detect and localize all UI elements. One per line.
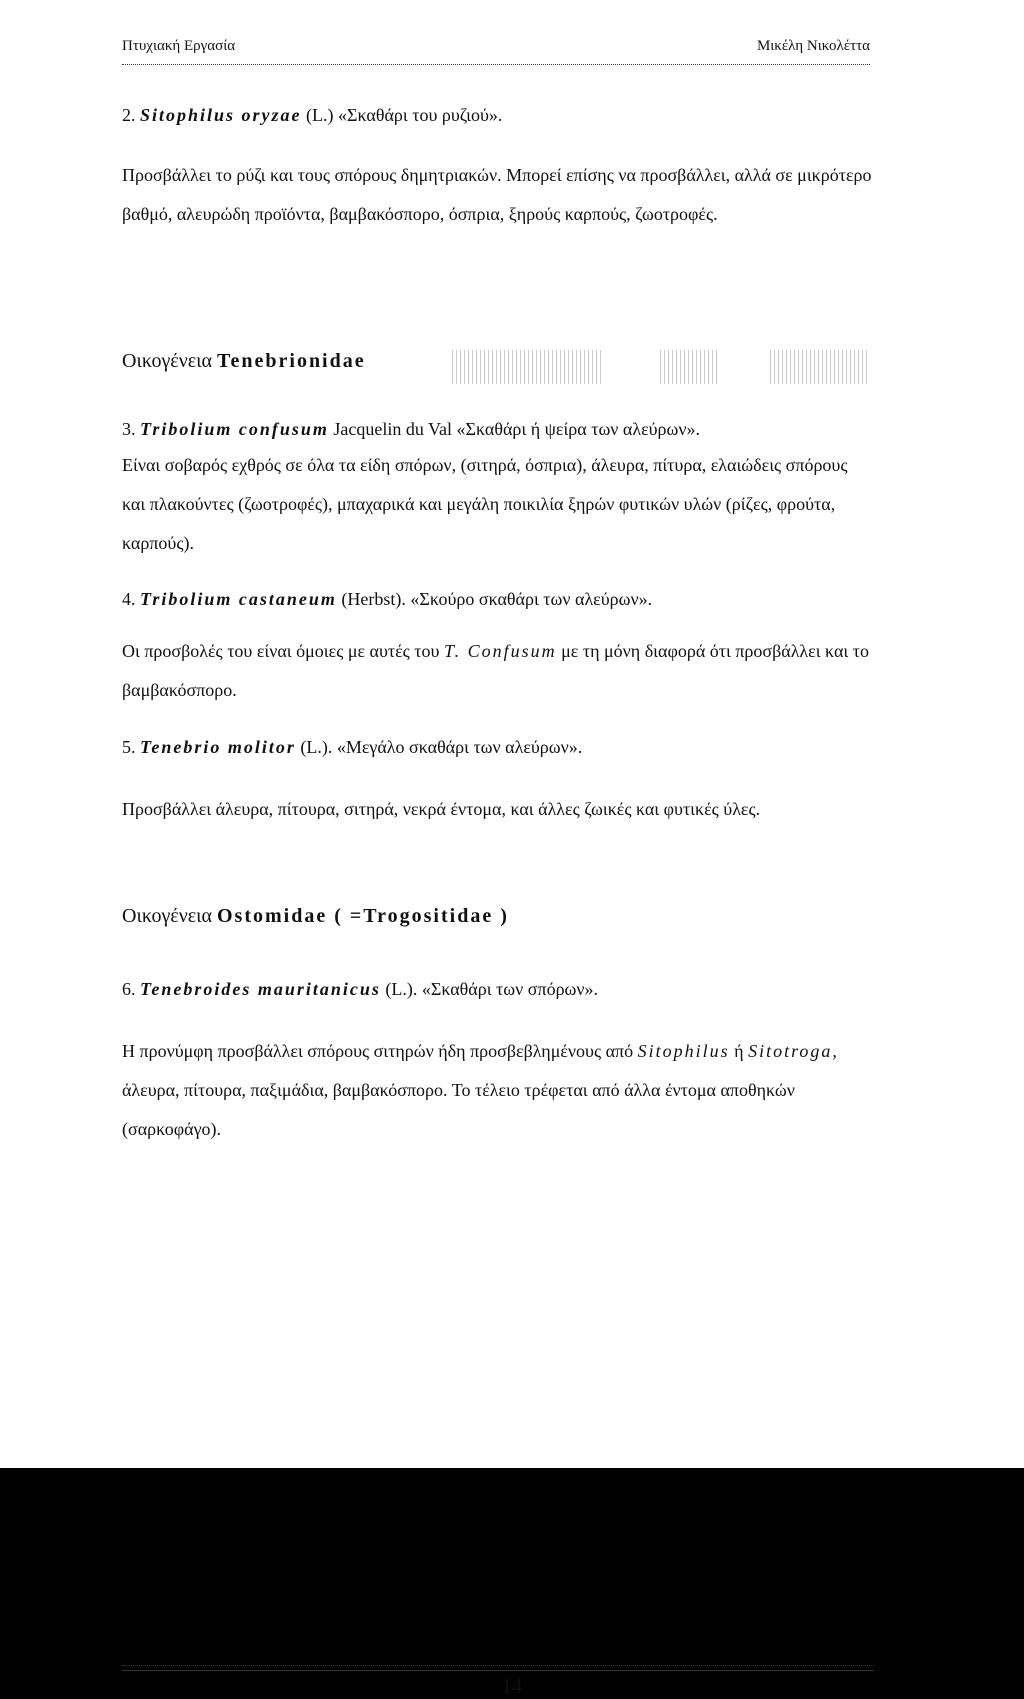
species-reference: T. Confusum [443, 641, 557, 661]
footer-rule [122, 1665, 874, 1666]
family-name: Ostomidae ( =Trogositidae ) [217, 905, 509, 927]
paragraph-text: Οι προσβολές του είναι όμοιες με αυτές του [122, 641, 440, 661]
species-6-heading [122, 970, 874, 1009]
species-authority: (L.) «Σκαθάρι του ρυζιού». [306, 105, 503, 125]
family-heading-2 [122, 905, 509, 928]
page-number: 14 [501, 1674, 523, 1698]
scan-artifact [660, 350, 720, 384]
paragraph-text: Η προνύμφη προσβάλλει σπόρους σιτηρών ήδη προσβεβλημένους από [122, 1041, 634, 1061]
running-header [122, 34, 870, 65]
species-authority: (Herbst). «Σκούρο σκαθάρι των αλεύρων». [341, 589, 653, 609]
species-2-heading [122, 96, 874, 135]
species-5-paragraph: Προσβάλλει άλευρα, πίτουρα, σιτηρά, νεκρά έντομα, και άλλες ζωικές και φυτικές ύλες. [122, 799, 761, 819]
footer-rule [122, 1670, 874, 1671]
species-authority: (L.). «Μεγάλο σκαθάρι των αλεύρων». [300, 737, 583, 757]
species-2-paragraph: Προσβάλλει το ρύζι και τους σπόρους δημητριακών. Μπορεί επίσης να προσβάλλει, αλλά σε μικρότερο βαθμό, αλευρώδη προϊόντα, βαμβακόσπορο, όσπρια, ξηρούς καρπούς, ζωοτροφές. [122, 165, 872, 224]
paragraph-text: ή [734, 1041, 744, 1061]
species-authority: (L.). «Σκαθάρι των σπόρων». [385, 979, 599, 999]
genus-reference: Sitophilus [637, 1041, 730, 1061]
species-3-heading [122, 410, 874, 449]
species-authority: Jacquelin du Val «Σκαθάρι ή ψείρα των αλεύρων». [333, 419, 701, 439]
species-4-paragraph [122, 632, 874, 710]
genus-reference: Sitotroga, [748, 1041, 839, 1061]
paragraph-text: με τη μόνη διαφορά ότι προσβάλλει και το βαμβακόσπορο. [122, 641, 869, 700]
species-number: 2. [122, 105, 136, 125]
species-4-heading [122, 580, 874, 619]
species-number: 5. [122, 737, 136, 757]
species-5-heading [122, 728, 874, 767]
paragraph-text: άλευρα, πίτουρα, παξιμάδια, βαμβακόσπορο. Το τέλειο τρέφεται από άλλα έντομα αποθηκών (σαρκοφάγο). [122, 1080, 795, 1139]
species-number: 4. [122, 589, 136, 609]
species-name: Tenebrio molitor [140, 737, 296, 757]
family-label: Οικογένεια [122, 905, 212, 927]
species-name: Tribolium confusum [140, 419, 329, 439]
header-left: Πτυχιακή Εργασία [122, 38, 236, 54]
species-number: 6. [122, 979, 136, 999]
family-label: Οικογένεια [122, 350, 212, 372]
family-heading-1 [122, 350, 366, 373]
species-6-paragraph [122, 1032, 874, 1149]
species-number: 3. [122, 419, 136, 439]
family-name: Tenebrionidae [217, 350, 366, 372]
scan-artifact [770, 350, 868, 384]
scan-artifact [452, 350, 602, 384]
header-right: Μικέλη Νικολέττα [756, 38, 870, 54]
species-3-paragraph: Είναι σοβαρός εχθρός σε όλα τα είδη σπόρων, (σιτηρά, όσπρια), άλευρα, πίτυρα, ελαιώδεις σπόρους και πλακούντες (ζωοτροφές), μπαχαρικά και μεγάλη ποικιλία ξηρών φυτικών υλών (ρίζες, φρούτα, καρπούς). [122, 455, 848, 553]
species-name: Tribolium castaneum [140, 589, 337, 609]
species-name: Tenebroides mauritanicus [140, 979, 381, 999]
species-name: Sitophilus oryzae [140, 105, 302, 125]
